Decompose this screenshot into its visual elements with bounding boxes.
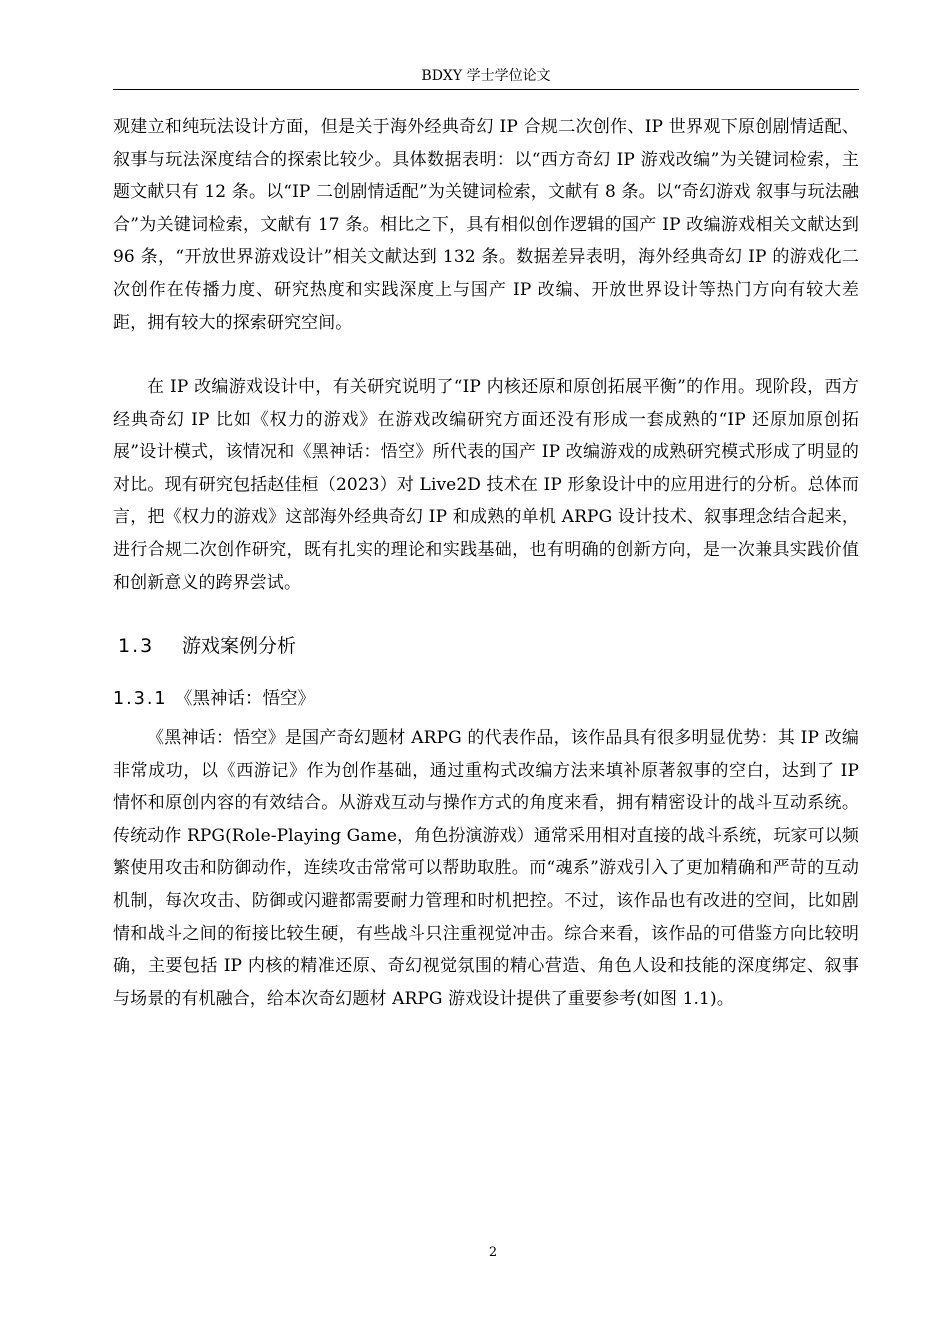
section-number: 1.3 <box>118 635 155 657</box>
section-heading-1-3-1 <box>113 683 315 715</box>
section-heading-1-3 <box>118 630 296 662</box>
paragraph-ip-adaptation: 在 IP 改编游戏设计中，有关研究说明了“IP 内核还原和原创拓展平衡”的作用。现阶段，西方经典奇幻 IP 比如《权力的游戏》在游戏改编研究方面还没有形成一套成熟的“IP 还原加原创拓展”设计模式，该情况和《黑神话：悟空》所代表的国产 IP 改编游戏的成熟研究模式形成了明显的对比。现有研究包括赵佳桓（2023）对 Live2D 技术在 IP 形象设计中的应用进行的分析。总体而言，把《权力的游戏》这部海外经典奇幻 IP 和成熟的单机 ARPG 设计技术、叙事理念结合起来，进行合规二次创作研究，既有扎实的理论和实践基础，也有明确的创新方向，是一次兼具实践价值和创新意义的跨界尝试。 <box>113 377 859 593</box>
running-header <box>113 64 859 90</box>
header-title: BDXY 学士学位论文 <box>421 68 551 84</box>
section-title: 游戏案例分析 <box>182 635 297 657</box>
subsection-title: 《黑神话：悟空》 <box>175 689 315 709</box>
paragraph-black-myth-analysis: 《黑神话：悟空》是国产奇幻题材 ARPG 的代表作品，该作品具有很多明显优势：其 IP 改编非常成功，以《西游记》作为创作基础，通过重构式改编方法来填补原著叙事的空白，达到了 IP 情怀和原创内容的有效结合。从游戏互动与操作方式的角度来看，拥有精密设计的战斗互动系统。传统动作 RPG(Role-Playing Game，角色扮演游戏）通常采用相对直接的战斗系统，玩家可以频繁使用攻击和防御动作，连续攻击常常可以帮助取胜。而“魂系”游戏引入了更加精确和严苛的互动机制，每次攻击、防御或闪避都需要耐力管理和时机把控。不过，该作品也有改进的空间，比如剧情和战斗之间的衔接比较生硬，有些战斗只注重视觉冲击。综合来看，该作品的可借鉴方向比较明确，主要包括 IP 内核的精准还原、奇幻视觉氛围的精心营造、角色人设和技能的深度绑定、叙事与场景的有机融合，给本次奇幻题材 ARPG 游戏设计提供了重要参考(如图 1.1)。 <box>113 728 859 1009</box>
paragraph-research-gap: 观建立和纯玩法设计方面，但是关于海外经典奇幻 IP 合规二次创作、IP 世界观下原创剧情适配、叙事与玩法深度结合的探索比较少。具体数据表明：以“西方奇幻 IP 游戏改编”为关键词检索，主题文献只有 12 条。以“IP 二创剧情适配”为关键词检索，文献有 8 条。以“奇幻游戏 叙事与玩法融合”为关键词检索，文献有 17 条。相比之下，具有相似创作逻辑的国产 IP 改编游戏相关文献达到 96 条，“开放世界游戏设计”相关文献达到 132 条。数据差异表明，海外经典奇幻 IP 的游戏化二次创作在传播力度、研究热度和实践深度上与国产 IP 改编、开放世界设计等热门方向有较大差距，拥有较大的探索研究空间。 <box>113 117 859 333</box>
subsection-number: 1.3.1 <box>113 689 168 709</box>
page-number: 2 <box>488 1245 498 1260</box>
